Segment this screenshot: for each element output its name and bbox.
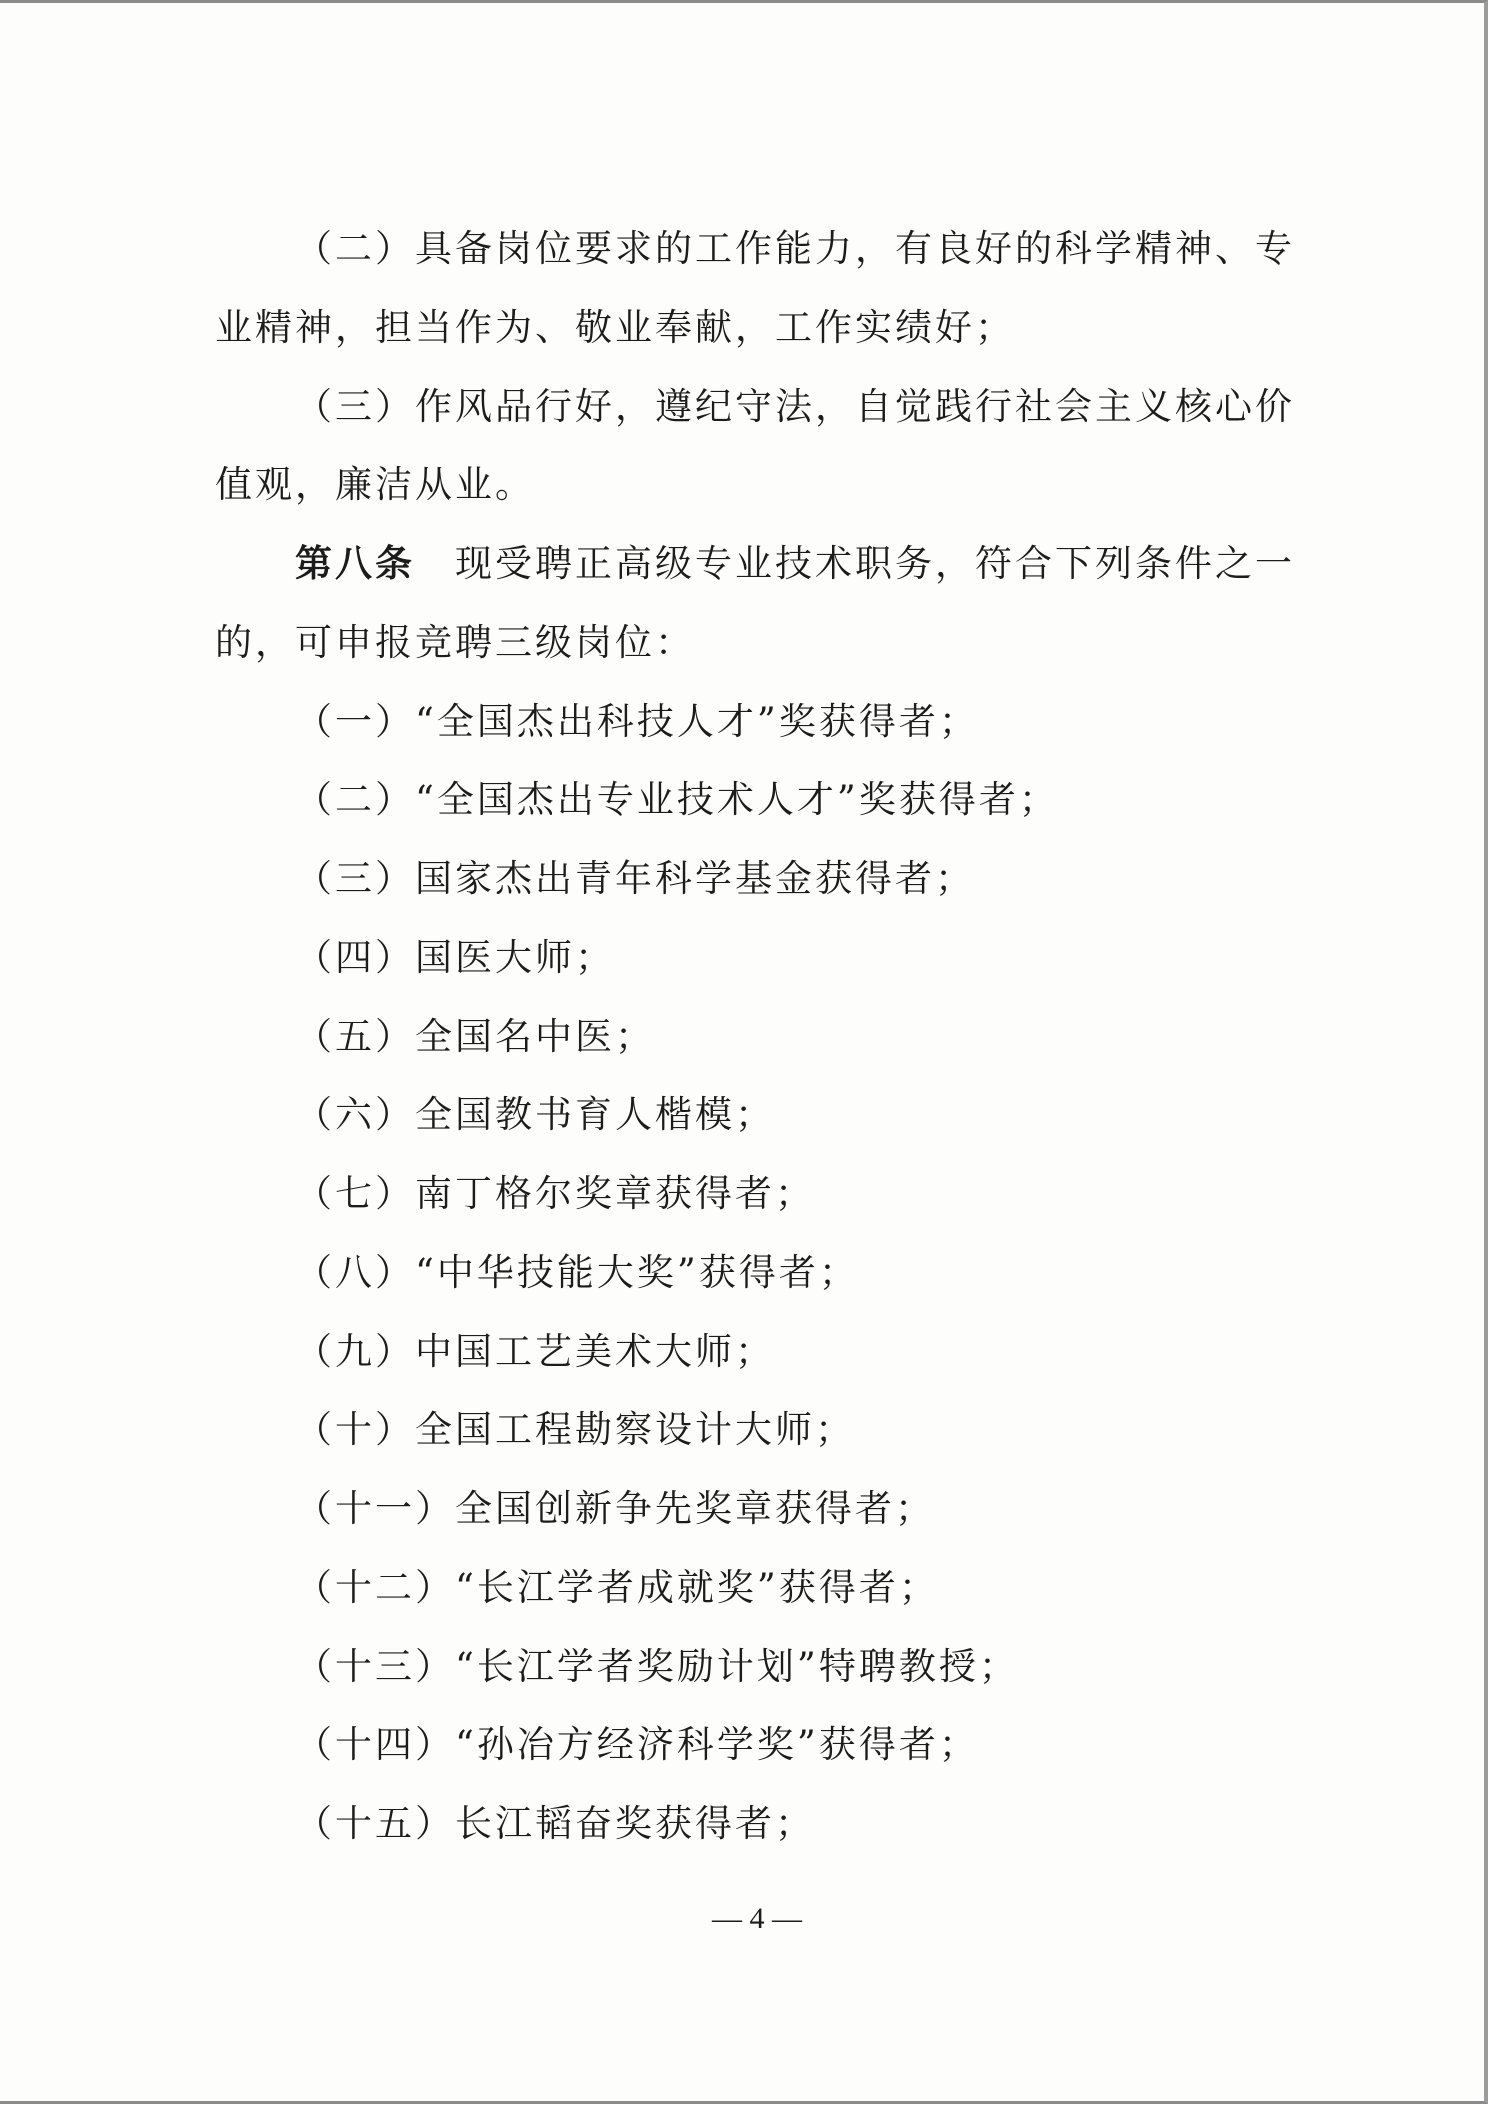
- paragraph-line: 值观，廉洁从业。: [215, 463, 535, 507]
- condition-item: （二）“全国杰出专业技术人才”奖获得者；: [295, 778, 1059, 822]
- condition-item: （十四）“孙冶方经济科学奖”获得者；: [295, 1723, 979, 1767]
- article-first-line: [215, 525, 1315, 604]
- paragraph-line: 业精神，担当作为、敬业奉献，工作实绩好；: [215, 305, 1015, 349]
- paragraph-requirement-3: [215, 368, 1315, 526]
- condition-item: （七）南丁格尔奖章获得者；: [295, 1172, 815, 1215]
- condition-item: （十一）全国创新争先奖章获得者；: [295, 1487, 935, 1530]
- condition-item: （八）“中华技能大奖”获得者；: [295, 1250, 859, 1294]
- condition-item: （十三）“长江学者奖励计划”特聘教授；: [295, 1644, 1019, 1688]
- condition-item: （十二）“长江学者成就奖”获得者；: [295, 1565, 939, 1609]
- condition-item: （十五）长江韬奋奖获得者；: [295, 1802, 815, 1845]
- condition-item: （六）全国教书育人楷模；: [295, 1093, 775, 1137]
- conditions-list: [215, 683, 1315, 1864]
- condition-item: （四）国医大师；: [295, 935, 615, 979]
- condition-item: （五）全国名中医；: [295, 1014, 655, 1058]
- article-heading: 第八条: [295, 542, 415, 585]
- condition-item: （九）中国工艺美术大师；: [295, 1329, 775, 1373]
- paragraph-line: （三）作风品行好，遵纪守法，自觉践行社会主义核心价: [295, 384, 1295, 428]
- paragraph-requirement-2: [215, 210, 1315, 368]
- condition-item: （十）全国工程勘察设计大师；: [295, 1408, 855, 1452]
- paragraph-line: （二）具备岗位要求的工作能力，有良好的科学精神、专: [295, 227, 1295, 270]
- article-8-paragraph: [215, 525, 1315, 683]
- page-number: — 4 —: [712, 1902, 802, 1935]
- condition-item: （三）国家杰出青年科学基金获得者；: [295, 857, 975, 900]
- paragraph-line: 的，可申报竞聘三级岗位：: [215, 620, 695, 664]
- condition-item: （一）“全国杰出科技人才”奖获得者；: [295, 699, 979, 743]
- paragraph-line-text: 现受聘正高级专业技术职务，符合下列条件之一: [455, 542, 1295, 585]
- document-body: [215, 210, 1315, 1864]
